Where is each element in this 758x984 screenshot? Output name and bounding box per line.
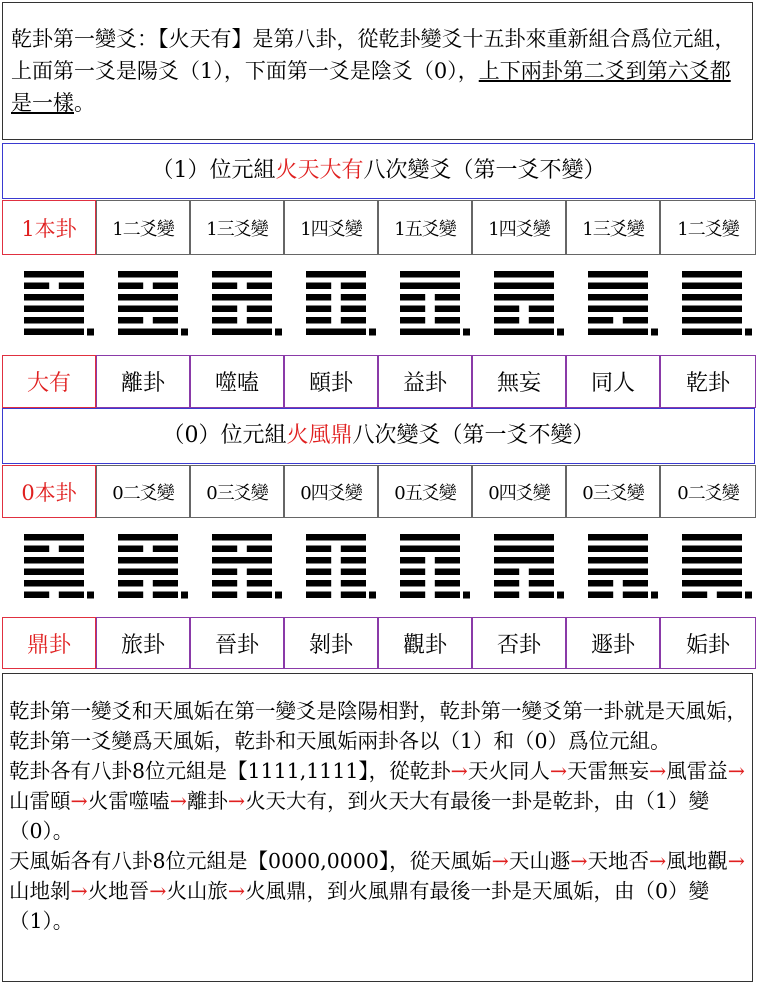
section1-name-cell-3: 頤卦 bbox=[284, 355, 378, 408]
outro-paragraph-2 bbox=[9, 756, 748, 846]
yin-line-segment bbox=[247, 546, 272, 553]
section1-hexagram-row bbox=[2, 255, 758, 355]
sequence-item: 風地觀 bbox=[666, 849, 728, 873]
yang-line bbox=[494, 546, 554, 553]
arrow-icon: → bbox=[570, 849, 588, 873]
section0-title-pre: （0）位元組 bbox=[162, 423, 287, 448]
section0-header-cell-6: 0三爻變 bbox=[566, 465, 660, 518]
yin-line-segment bbox=[341, 306, 366, 313]
section1-name-cell-0: 大有 bbox=[2, 355, 96, 408]
yang-line bbox=[118, 557, 178, 564]
hexagram-dot bbox=[557, 329, 564, 336]
hexagram-dot bbox=[463, 329, 470, 336]
yin-line-segment bbox=[118, 317, 143, 324]
yang-line bbox=[682, 271, 742, 278]
yang-line bbox=[588, 569, 648, 576]
section0-hexagram-row bbox=[2, 518, 758, 618]
yang-line bbox=[400, 271, 460, 278]
yin-line-segment bbox=[341, 557, 366, 564]
yin-line-segment bbox=[306, 283, 331, 290]
yang-line bbox=[494, 294, 554, 301]
yin-line-segment bbox=[247, 317, 272, 324]
yang-line bbox=[682, 546, 742, 553]
yin-line-segment bbox=[435, 306, 460, 313]
arrow-icon: → bbox=[169, 789, 187, 813]
section0-title-post: 八次變爻（第一爻不變） bbox=[352, 423, 595, 448]
yin-line-segment bbox=[529, 306, 554, 313]
section1-name-cell-4: 益卦 bbox=[378, 355, 472, 408]
section1-name-cell-7: 乾卦 bbox=[660, 355, 756, 408]
yin-line-segment bbox=[59, 283, 84, 290]
yang-line bbox=[682, 569, 742, 576]
section1-header-cell-1: 1二爻變 bbox=[96, 200, 190, 255]
arrow-icon: → bbox=[70, 879, 88, 903]
hexagram-dot bbox=[275, 592, 282, 599]
arrow-icon: → bbox=[649, 759, 667, 783]
sequence-item: 火山旅 bbox=[166, 879, 228, 903]
sequence-item: 天雷無妄 bbox=[567, 759, 650, 783]
yin-line-segment bbox=[400, 580, 425, 587]
yin-line-segment bbox=[247, 580, 272, 587]
yin-line-segment bbox=[588, 580, 613, 587]
yang-line bbox=[682, 534, 742, 541]
section1-hexagram-7 bbox=[660, 255, 756, 355]
yin-line-segment bbox=[247, 592, 272, 599]
section1-name-cell-2: 噬嗑 bbox=[190, 355, 284, 408]
arrow-icon: → bbox=[649, 849, 667, 873]
yang-line bbox=[24, 534, 84, 541]
section1-hexagram-1 bbox=[96, 255, 190, 355]
yin-line-segment bbox=[306, 317, 331, 324]
yin-line-segment bbox=[212, 569, 237, 576]
section1-hexagram-0 bbox=[2, 255, 96, 355]
yang-line bbox=[588, 534, 648, 541]
section1-hexagram-6 bbox=[566, 255, 660, 355]
yin-line-segment bbox=[341, 592, 366, 599]
sequence-item: 山地剝 bbox=[9, 879, 71, 903]
sequence-item: 天火同人 bbox=[467, 759, 550, 783]
section1-name-row bbox=[2, 355, 756, 408]
section0-name-cell-3: 剝卦 bbox=[284, 617, 378, 669]
yang-line bbox=[400, 329, 460, 336]
yang-line bbox=[494, 283, 554, 290]
yang-line bbox=[24, 569, 84, 576]
yang-line bbox=[118, 569, 178, 576]
yang-line bbox=[682, 329, 742, 336]
yin-line-segment bbox=[59, 592, 84, 599]
yin-line-segment bbox=[494, 580, 519, 587]
yin-line-segment bbox=[306, 580, 331, 587]
yin-line-segment bbox=[247, 306, 272, 313]
yin-line-segment bbox=[623, 580, 648, 587]
section0-hexagram-5 bbox=[472, 518, 566, 618]
paragraph-end: ，到火風鼎有最後一卦是天風姤，由（0）變（1）。 bbox=[9, 879, 710, 933]
yang-line bbox=[24, 271, 84, 278]
yin-line-segment bbox=[341, 283, 366, 290]
hexagram-dot bbox=[275, 329, 282, 336]
yang-line bbox=[118, 294, 178, 301]
yin-line-segment bbox=[306, 569, 331, 576]
hexagram-dot bbox=[651, 592, 658, 599]
section0-header-cell-2: 0三爻變 bbox=[190, 465, 284, 518]
yang-line bbox=[400, 534, 460, 541]
yin-line-segment bbox=[494, 592, 519, 599]
section0-header-row bbox=[2, 465, 756, 518]
yang-line bbox=[118, 306, 178, 313]
paragraph-end: ，到火天大有最後一卦是乾卦，由（1）變（0）。 bbox=[9, 789, 710, 843]
yin-line-segment bbox=[623, 592, 648, 599]
section1-hexagram-4 bbox=[378, 255, 472, 355]
sequence-item: 火地晉 bbox=[87, 879, 150, 903]
section1-hexagram-3 bbox=[284, 255, 378, 355]
arrow-icon: → bbox=[70, 789, 88, 813]
hexagram-dot bbox=[369, 329, 376, 336]
section0-header-cell-7: 0二爻變 bbox=[660, 465, 756, 518]
yin-line-segment bbox=[24, 283, 49, 290]
yang-line bbox=[682, 580, 742, 587]
sequence-item: 離卦 bbox=[186, 789, 228, 813]
section0-hexagram-1 bbox=[96, 518, 190, 618]
section1-header-row bbox=[2, 200, 756, 255]
section0-hexagram-7 bbox=[660, 518, 756, 618]
yang-line bbox=[588, 283, 648, 290]
yang-line bbox=[118, 534, 178, 541]
section1-name-cell-6: 同人 bbox=[566, 355, 660, 408]
yin-line-segment bbox=[400, 306, 425, 313]
sequence-item: 火天大有 bbox=[245, 789, 328, 813]
yin-line-segment bbox=[400, 592, 425, 599]
hexagram-dot bbox=[745, 592, 752, 599]
arrow-icon: → bbox=[549, 759, 568, 783]
yin-line-segment bbox=[494, 306, 519, 313]
arrow-icon: → bbox=[227, 789, 246, 813]
yang-line bbox=[306, 329, 366, 336]
yang-line bbox=[588, 271, 648, 278]
yin-line-segment bbox=[212, 592, 237, 599]
section0-name-cell-2: 晉卦 bbox=[190, 617, 284, 669]
yang-line bbox=[212, 294, 272, 301]
yin-line-segment bbox=[24, 592, 49, 599]
section1-header-cell-3: 1四爻變 bbox=[284, 200, 378, 255]
yang-line bbox=[682, 306, 742, 313]
yang-line bbox=[682, 283, 742, 290]
yang-line bbox=[588, 329, 648, 336]
section0-header-cell-4: 0五爻變 bbox=[378, 465, 472, 518]
outro-paragraph-3 bbox=[9, 846, 748, 936]
yin-line-segment bbox=[306, 294, 331, 301]
yang-line bbox=[306, 534, 366, 541]
sequence-item: 風雷益 bbox=[666, 759, 728, 783]
hexagram-dot bbox=[87, 592, 94, 599]
arrow-icon: → bbox=[727, 849, 745, 873]
arrow-icon: → bbox=[450, 759, 468, 783]
yin-line-segment bbox=[118, 580, 143, 587]
sequence-item: 天山遯 bbox=[508, 849, 571, 873]
yin-line-segment bbox=[435, 317, 460, 324]
section0-name-cell-1: 旅卦 bbox=[96, 617, 190, 669]
section1-header-cell-0: 1本卦 bbox=[2, 200, 96, 255]
section0-header-cell-0: 0本卦 bbox=[2, 465, 96, 518]
yin-line-segment bbox=[341, 294, 366, 301]
section0-header-cell-1: 0二爻變 bbox=[96, 465, 190, 518]
sequence-item: 山雷頤 bbox=[9, 789, 71, 813]
yang-line bbox=[682, 294, 742, 301]
section0-hexagram-0 bbox=[2, 518, 96, 618]
sequence-item: 天地否 bbox=[587, 849, 650, 873]
yin-line-segment bbox=[494, 569, 519, 576]
outro-paragraph-1: 乾卦第一變爻和天風姤在第一變爻是陰陽相對，乾卦第一變爻第一卦就是天風姤，乾卦第一爻變爲天風姤，乾卦和天風姤兩卦各以（1）和（0）爲位元組。 bbox=[9, 699, 747, 753]
yin-line-segment bbox=[153, 580, 178, 587]
section0-hexagram-3 bbox=[284, 518, 378, 618]
yin-line-segment bbox=[306, 592, 331, 599]
section1-header-cell-4: 1五爻變 bbox=[378, 200, 472, 255]
hexagram-dot bbox=[181, 329, 188, 336]
yang-line bbox=[400, 283, 460, 290]
section0-title-red: 火風鼎 bbox=[286, 423, 353, 448]
section1-header-cell-6: 1三爻變 bbox=[566, 200, 660, 255]
yin-line-segment bbox=[59, 546, 84, 553]
yang-line bbox=[118, 271, 178, 278]
sequence-item: 火風鼎 bbox=[245, 879, 307, 903]
yang-line bbox=[212, 534, 272, 541]
yin-line-segment bbox=[400, 317, 425, 324]
yang-line bbox=[682, 317, 742, 324]
yin-line-segment bbox=[153, 317, 178, 324]
yin-line-segment bbox=[24, 546, 49, 553]
section1-header-cell-2: 1三爻變 bbox=[190, 200, 284, 255]
yin-line-segment bbox=[247, 283, 272, 290]
yin-line-segment bbox=[682, 592, 707, 599]
yin-line-segment bbox=[306, 546, 331, 553]
yang-line bbox=[400, 546, 460, 553]
paragraph-start: 乾卦各有八卦8位元組是【1111,1111】，從乾卦 bbox=[9, 759, 451, 783]
yin-line-segment bbox=[717, 592, 742, 599]
section1-title-red: 火天大有 bbox=[275, 158, 364, 183]
section1-title-pre: （1）位元組 bbox=[151, 158, 276, 183]
section0-title bbox=[2, 408, 755, 464]
section1-title-post: 八次變爻（第一爻不變） bbox=[363, 158, 606, 183]
yang-line bbox=[212, 271, 272, 278]
yin-line-segment bbox=[341, 546, 366, 553]
yang-line bbox=[24, 317, 84, 324]
section0-name-cell-4: 觀卦 bbox=[378, 617, 472, 669]
section0-name-cell-6: 遯卦 bbox=[566, 617, 660, 669]
yang-line bbox=[494, 534, 554, 541]
intro-text: 乾卦第一變爻：【火天有】是第八卦，從乾卦變爻十五卦來重新組合爲位元組，上面第一爻是陽爻（1），下面第一爻是陰爻（0）， bbox=[11, 27, 736, 83]
yang-line bbox=[494, 557, 554, 564]
yin-line-segment bbox=[212, 317, 237, 324]
yang-line bbox=[212, 557, 272, 564]
yin-line-segment bbox=[529, 569, 554, 576]
arrow-icon: → bbox=[727, 759, 745, 783]
paragraph-start: 天風姤各有八卦8位元組是【0000,0000】，從天風姤 bbox=[9, 849, 492, 873]
section0-name-cell-0: 鼎卦 bbox=[2, 617, 96, 669]
yin-line-segment bbox=[212, 306, 237, 313]
section1-name-cell-1: 離卦 bbox=[96, 355, 190, 408]
yin-line-segment bbox=[118, 283, 143, 290]
yin-line-segment bbox=[435, 580, 460, 587]
yin-line-segment bbox=[435, 294, 460, 301]
yin-line-segment bbox=[435, 557, 460, 564]
yin-line-segment bbox=[435, 569, 460, 576]
intro-underlined-text: 上下兩卦第二爻到第六爻都是一樣 bbox=[11, 59, 731, 115]
section0-name-cell-5: 否卦 bbox=[472, 617, 566, 669]
section1-hexagram-5 bbox=[472, 255, 566, 355]
yin-line-segment bbox=[400, 557, 425, 564]
yang-line bbox=[588, 557, 648, 564]
yin-line-segment bbox=[153, 283, 178, 290]
yang-line bbox=[588, 294, 648, 301]
sequence-item: 火雷噬嗑 bbox=[87, 789, 170, 813]
yang-line bbox=[24, 580, 84, 587]
hexagram-dot bbox=[369, 592, 376, 599]
yang-line bbox=[212, 329, 272, 336]
yin-line-segment bbox=[306, 306, 331, 313]
section0-name-row bbox=[2, 617, 756, 669]
yin-line-segment bbox=[153, 546, 178, 553]
yin-line-segment bbox=[588, 592, 613, 599]
yin-line-segment bbox=[341, 569, 366, 576]
yin-line-segment bbox=[494, 317, 519, 324]
yang-line bbox=[682, 557, 742, 564]
section0-name-cell-7: 姤卦 bbox=[660, 617, 756, 669]
yin-line-segment bbox=[247, 569, 272, 576]
yang-line bbox=[24, 557, 84, 564]
yin-line-segment bbox=[153, 592, 178, 599]
hexagram-dot bbox=[745, 329, 752, 336]
hexagram-dot bbox=[557, 592, 564, 599]
section1-header-cell-5: 1四爻變 bbox=[472, 200, 566, 255]
section0-header-cell-5: 0四爻變 bbox=[472, 465, 566, 518]
yang-line bbox=[24, 294, 84, 301]
hexagram-dot bbox=[651, 329, 658, 336]
hexagram-dot bbox=[181, 592, 188, 599]
yin-line-segment bbox=[118, 592, 143, 599]
hexagram-dot bbox=[87, 329, 94, 336]
section0-hexagram-2 bbox=[190, 518, 284, 618]
section0-hexagram-6 bbox=[566, 518, 660, 618]
yang-line bbox=[588, 546, 648, 553]
outro-text-box bbox=[2, 673, 753, 982]
yin-line-segment bbox=[341, 580, 366, 587]
yin-line-segment bbox=[212, 580, 237, 587]
yin-line-segment bbox=[529, 317, 554, 324]
yin-line-segment bbox=[588, 317, 613, 324]
section1-title bbox=[2, 143, 755, 199]
intro-text-box bbox=[2, 2, 753, 140]
yin-line-segment bbox=[341, 317, 366, 324]
hexagram-dot bbox=[463, 592, 470, 599]
section1-header-cell-7: 1二爻變 bbox=[660, 200, 756, 255]
yang-line bbox=[24, 306, 84, 313]
yin-line-segment bbox=[529, 592, 554, 599]
section1-hexagram-2 bbox=[190, 255, 284, 355]
section0-hexagram-4 bbox=[378, 518, 472, 618]
yin-line-segment bbox=[118, 546, 143, 553]
yang-line bbox=[118, 329, 178, 336]
yang-line bbox=[306, 271, 366, 278]
arrow-icon: → bbox=[491, 849, 509, 873]
yin-line-segment bbox=[529, 580, 554, 587]
yin-line-segment bbox=[212, 546, 237, 553]
yin-line-segment bbox=[435, 592, 460, 599]
section1-name-cell-5: 無妄 bbox=[472, 355, 566, 408]
section0-header-cell-3: 0四爻變 bbox=[284, 465, 378, 518]
yang-line bbox=[494, 271, 554, 278]
yin-line-segment bbox=[400, 294, 425, 301]
yin-line-segment bbox=[400, 569, 425, 576]
arrow-icon: → bbox=[149, 879, 167, 903]
yang-line bbox=[588, 306, 648, 313]
yang-line bbox=[24, 329, 84, 336]
yin-line-segment bbox=[306, 557, 331, 564]
yang-line bbox=[494, 329, 554, 336]
arrow-icon: → bbox=[227, 879, 246, 903]
intro-text-end: 。 bbox=[74, 91, 95, 115]
yin-line-segment bbox=[212, 283, 237, 290]
yin-line-segment bbox=[623, 317, 648, 324]
